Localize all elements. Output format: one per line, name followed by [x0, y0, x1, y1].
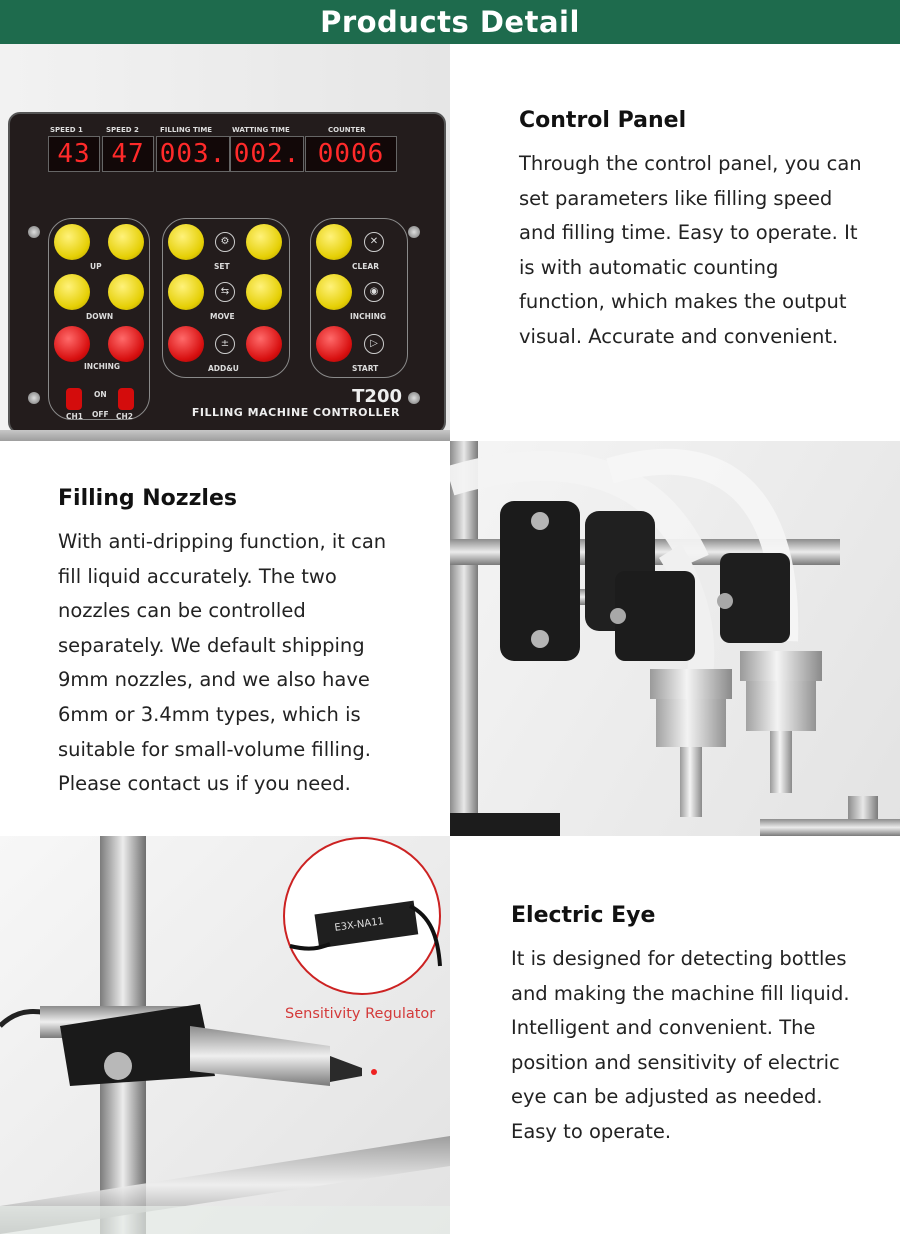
display-label: SPEED 2 [106, 126, 139, 134]
sensor-model-label: E3X-NA11 [333, 916, 385, 934]
screw [408, 226, 420, 238]
up-label: UP [90, 262, 102, 271]
electric-eye-illustration [0, 836, 450, 1234]
off-label: OFF [92, 410, 109, 419]
clear-label: CLEAR [352, 262, 379, 271]
add-button-left[interactable] [168, 326, 204, 362]
control-panel-description: Through the control panel, you can set parameters like filling speed and filling time. Easy to operate. It is with automatic counting function, which makes the output visual. Accurate and convenient. [519, 152, 862, 348]
red-button-left[interactable] [54, 326, 90, 362]
inching-label-right: INCHING [350, 312, 387, 321]
control-panel-image [0, 44, 450, 441]
close-icon: ✕ [364, 232, 384, 252]
filling-nozzles-image [450, 441, 900, 836]
display-label: FILLING TIME [160, 126, 213, 134]
ch1-switch[interactable] [66, 388, 82, 410]
down-label: DOWN [86, 312, 114, 321]
up-button-right[interactable] [108, 224, 144, 260]
page-title: Products Detail [320, 5, 580, 39]
control-panel-heading: Control Panel [519, 108, 687, 133]
down-button-right[interactable] [108, 274, 144, 310]
ch2-switch[interactable] [118, 388, 134, 410]
filling-nozzles-section [58, 486, 410, 802]
nozzles-illustration [450, 441, 900, 836]
on-label: ON [94, 390, 107, 399]
ch1-label: CH1 [66, 412, 83, 421]
speed1-display: 43 [48, 136, 100, 172]
set-button-right[interactable] [246, 224, 282, 260]
metal-strip [0, 430, 450, 441]
control-panel-section [519, 108, 869, 355]
ch2-label: CH2 [116, 412, 133, 421]
record-icon: ◉ [364, 282, 384, 302]
display-label: WATTING TIME [232, 126, 290, 134]
move-label: MOVE [210, 312, 235, 321]
screw [408, 392, 420, 404]
up-button-left[interactable] [54, 224, 90, 260]
electric-eye-section [511, 903, 871, 1150]
play-icon: ▷ [364, 334, 384, 354]
electric-eye-heading: Electric Eye [511, 903, 656, 928]
add-label: ADD&U [208, 364, 239, 373]
waiting-time-display: 002. [230, 136, 304, 172]
start-button[interactable] [316, 326, 352, 362]
screw [28, 392, 40, 404]
inching-label-left: INCHING [84, 362, 121, 371]
model-label: T200 [352, 386, 402, 407]
arrows-icon: ⇆ [215, 282, 235, 302]
plus-minus-icon: ± [215, 334, 235, 354]
screw [28, 226, 40, 238]
filling-nozzles-heading: Filling Nozzles [58, 486, 237, 511]
red-button-right[interactable] [108, 326, 144, 362]
set-label: SET [214, 262, 230, 271]
move-button-right[interactable] [246, 274, 282, 310]
filling-nozzles-description: With anti-dripping function, it can fill liquid accurately. The two nozzles can be controlled separately. We default shipping 9mm nozzles, and we also have 6mm or 3.4mm types, which is suitable for small-volume filling. Please contact us if you need. [58, 530, 387, 796]
speed2-display: 47 [102, 136, 154, 172]
start-label: START [352, 364, 379, 373]
filling-time-display: 003. [156, 136, 230, 172]
add-button-right[interactable] [246, 326, 282, 362]
clear-button[interactable] [316, 224, 352, 260]
electric-eye-image [0, 836, 450, 1234]
controller-panel [8, 112, 446, 434]
sensitivity-regulator-label: Sensitivity Regulator [285, 1006, 436, 1022]
display-label: COUNTER [328, 126, 366, 134]
controller-name: FILLING MACHINE CONTROLLER [191, 406, 400, 419]
page-header [0, 0, 900, 44]
inching-button[interactable] [316, 274, 352, 310]
counter-display: 0006 [305, 136, 397, 172]
down-button-left[interactable] [54, 274, 90, 310]
display-label: SPEED 1 [50, 126, 83, 134]
gear-icon: ⚙ [215, 232, 235, 252]
electric-eye-description: It is designed for detecting bottles and making the machine fill liquid. Intelligent and convenient. The position and sensitivity of electric eye can be adjusted as needed. Easy to operate. [511, 947, 850, 1143]
set-button-left[interactable] [168, 224, 204, 260]
move-button-left[interactable] [168, 274, 204, 310]
